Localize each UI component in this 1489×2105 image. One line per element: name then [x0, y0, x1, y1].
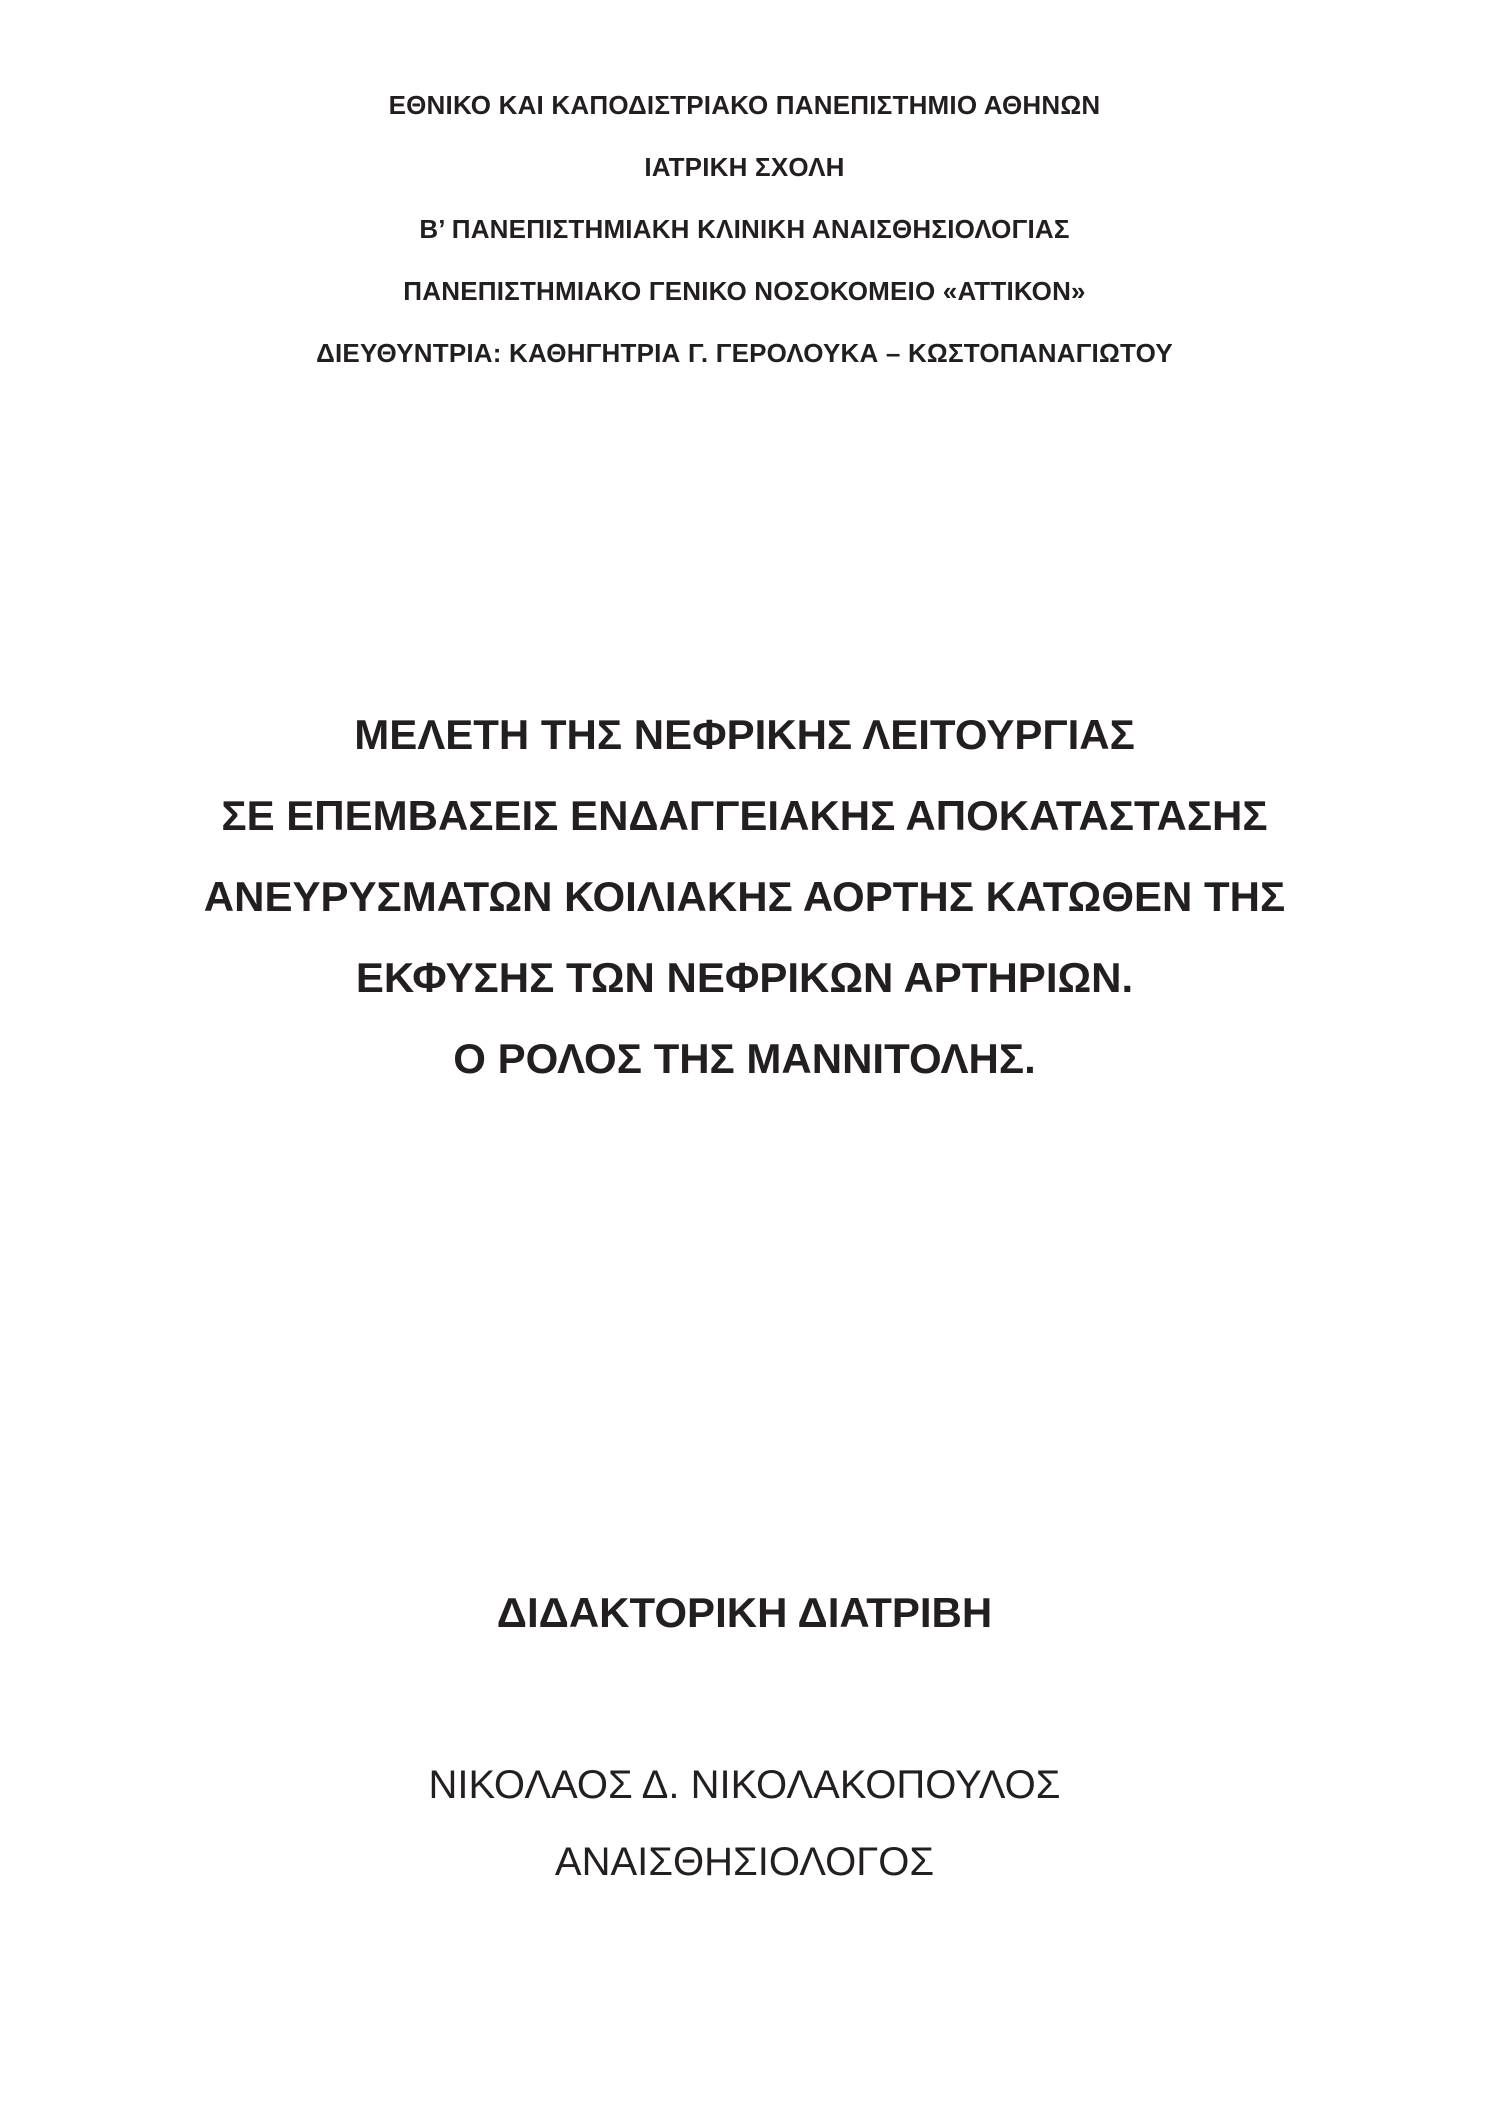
- title-line-1: ΜΕΛΕΤΗ ΤΗΣ ΝΕΦΡΙΚΗΣ ΛΕΙΤΟΥΡΓΙΑΣ: [354, 711, 1135, 758]
- author-name: ΝΙΚΟΛΑΟΣ Δ. ΝΙΚΟΛΑΚΟΠΟΥΛΟΣ: [428, 1763, 1061, 1807]
- title-line-2: ΣΕ ΕΠΕΜΒΑΣΕΙΣ ΕΝΔΑΓΓΕΙΑΚΗΣ ΑΠΟΚΑΤΑΣΤΑΣΗΣ: [221, 792, 1268, 839]
- author-specialty: ΑΝΑΙΣΘΗΣΙΟΛΟΓΟΣ: [554, 1840, 935, 1884]
- document-type: ΔΙΔΑΚΤΟΡΙΚΗ ΔΙΑΤΡΙΒΗ: [496, 1589, 993, 1636]
- director-line: ΔΙΕΥΘΥΝΤΡΙΑ: ΚΑΘΗΓΗΤΡΙΑ Γ. ΓΕΡΟΛΟΥΚΑ – ΚΩΣΤΟΠΑΝΑΓΙΩΤΟΥ: [316, 338, 1173, 368]
- university-name: ΕΘΝΙΚΟ ΚΑΙ ΚΑΠΟΔΙΣΤΡΙΑΚΟ ΠΑΝΕΠΙΣΤΗΜΙΟ ΑΘΗΝΩΝ: [388, 90, 1101, 120]
- title-line-4: ΕΚΦΥΣΗΣ ΤΩΝ ΝΕΦΡΙΚΩΝ ΑΡΤΗΡΙΩΝ.: [355, 954, 1134, 1001]
- title-line-5: Ο ΡΟΛΟΣ ΤΗΣ ΜΑΝΝΙΤΟΛΗΣ.: [453, 1035, 1036, 1082]
- clinic-name: Β’ ΠΑΝΕΠΙΣΤΗΜΙΑΚΗ ΚΛΙΝΙΚΗ ΑΝΑΙΣΘΗΣΙΟΛΟΓΙΑΣ: [419, 214, 1070, 244]
- hospital-name: ΠΑΝΕΠΙΣΤΗΜΙΑΚΟ ΓΕΝΙΚΟ ΝΟΣΟΚΟΜΕΙΟ «ΑΤΤΙΚΟΝ»: [403, 276, 1086, 306]
- school-name: ΙΑΤΡΙΚΗ ΣΧΟΛΗ: [644, 152, 845, 182]
- title-line-3: ΑΝΕΥΡΥΣΜΑΤΩΝ ΚΟΙΛΙΑΚΗΣ ΑΟΡΤΗΣ ΚΑΤΩΘΕΝ ΤΗΣ: [203, 873, 1286, 920]
